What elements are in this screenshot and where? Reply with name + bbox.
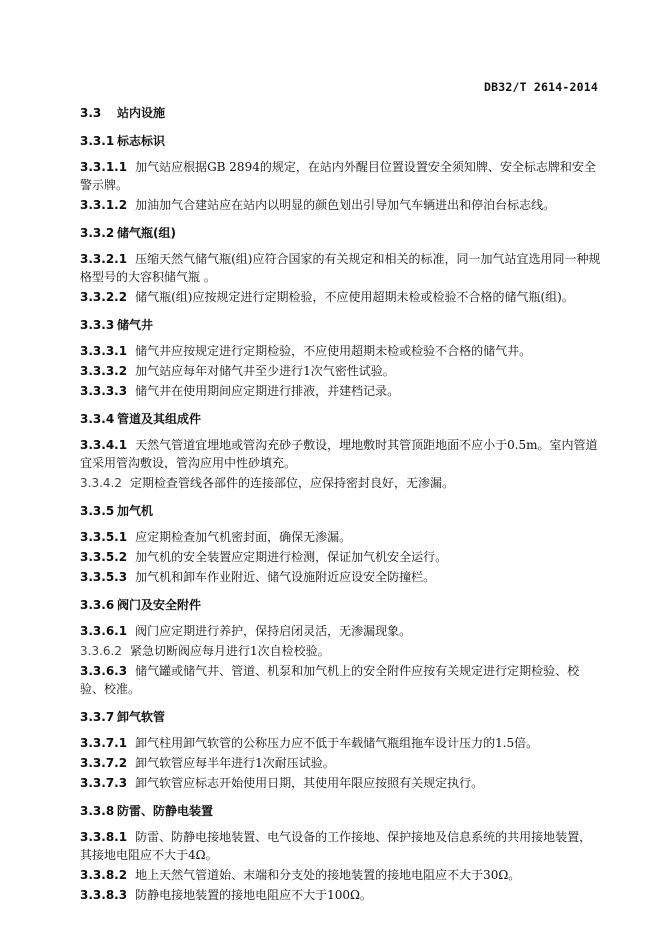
clause-text: 储气井在使用期间应定期进行排液，并建档记录。 bbox=[135, 384, 400, 398]
clause-text: 阀门应定期进行养护，保持启闭灵活，无渗漏现象。 bbox=[135, 624, 412, 638]
clause-text: 紧急切断阀应每月进行1次自检校验。 bbox=[129, 644, 330, 658]
clause-text: 地上天然气管道始、末端和分支处的接地装置的接地电阻应不大于30Ω。 bbox=[135, 868, 521, 882]
subsection-heading bbox=[80, 132, 602, 150]
subsection bbox=[80, 708, 602, 792]
clause-number: 3.3.4.2 bbox=[80, 476, 122, 490]
subsection-number: 3.3.5 bbox=[80, 504, 115, 518]
clause bbox=[80, 382, 602, 400]
subsection-heading bbox=[80, 410, 602, 428]
subsection-heading bbox=[80, 224, 602, 242]
clause bbox=[80, 866, 602, 884]
subsection bbox=[80, 316, 602, 400]
clause-text: 储气罐或储气井、管道、机泵和加气机上的安全附件应按有关规定进行定期检验、校验、校准。 bbox=[80, 664, 580, 696]
clause bbox=[80, 642, 602, 660]
clause-number: 3.3.7.2 bbox=[80, 756, 128, 770]
clause-text: 防静电接地装置的接地电阻应不大于100Ω。 bbox=[135, 888, 372, 902]
clause-number: 3.3.2.1 bbox=[80, 252, 128, 266]
clause bbox=[80, 662, 602, 698]
subsection bbox=[80, 410, 602, 492]
section-heading bbox=[80, 104, 602, 122]
clause bbox=[80, 342, 602, 360]
subsection-number: 3.3.1 bbox=[80, 134, 115, 148]
clause-number: 3.3.3.3 bbox=[80, 384, 128, 398]
clause-text: 防雷、防静电接地装置、电气设备的工作接地、保护接地及信息系统的共用接地装置，其接地电阻应不大于4Ω。 bbox=[80, 830, 592, 862]
clause bbox=[80, 774, 602, 792]
clause-text: 压缩天然气储气瓶(组)应符合国家的有关规定和相关的标准，同一加气站宜选用同一种规格型号的大容积储气瓶 。 bbox=[80, 252, 601, 284]
subsection-number: 3.3.6 bbox=[80, 598, 115, 612]
subsection-title: 标志标识 bbox=[117, 134, 166, 148]
clause-number: 3.3.7.3 bbox=[80, 776, 128, 790]
clause-text: 加气站应根据GB 2894的规定，在站内外醒目位置设置安全须知牌、安全标志牌和安全警示牌。 bbox=[80, 160, 596, 192]
clause-number: 3.3.3.1 bbox=[80, 344, 128, 358]
clause-text: 储气井应按规定进行定期检验，不应使用超期未检或检验不合格的储气井。 bbox=[135, 344, 532, 358]
subsection-title: 管道及其组成件 bbox=[117, 412, 202, 426]
clause bbox=[80, 436, 602, 472]
clause-number: 3.3.3.2 bbox=[80, 364, 128, 378]
clause bbox=[80, 886, 602, 904]
clause-text: 应定期检查加气机密封面，确保无渗漏。 bbox=[135, 530, 352, 544]
clause-text: 加气站应每年对储气井至少进行1次气密性试验。 bbox=[135, 364, 395, 378]
subsection-number: 3.3.4 bbox=[80, 412, 115, 426]
subsection-title: 阀门及安全附件 bbox=[117, 598, 202, 612]
subsection-heading bbox=[80, 802, 602, 820]
clause-text: 卸气软管应标志开始使用日期，其使用年限应按照有关规定执行。 bbox=[135, 776, 484, 790]
clause bbox=[80, 828, 602, 864]
clause-number: 3.3.4.1 bbox=[80, 438, 128, 452]
clause-text: 定期检查管线各部件的连接部位，应保持密封良好，无渗漏。 bbox=[129, 476, 454, 490]
subsection-title: 防雷、防静电装置 bbox=[117, 804, 214, 818]
subsection bbox=[80, 502, 602, 586]
clause-text: 天然气管道宜埋地或管沟充砂子敷设，埋地敷时其管顶距地面不应小于0.5m。室内管道宜采用管沟敷设，管沟应用中性砂填充。 bbox=[80, 438, 598, 470]
subsection-number: 3.3.2 bbox=[80, 226, 115, 240]
clause-number: 3.3.5.3 bbox=[80, 570, 128, 584]
subsection bbox=[80, 802, 602, 904]
subsection-number: 3.3.7 bbox=[80, 710, 115, 724]
section-title: 站内设施 bbox=[117, 106, 166, 120]
clause-number: 3.3.5.1 bbox=[80, 530, 128, 544]
clause-number: 3.3.7.1 bbox=[80, 736, 128, 750]
clause-number: 3.3.6.1 bbox=[80, 624, 128, 638]
clause-text: 卸气软管应每半年进行1次耐压试验。 bbox=[135, 756, 335, 770]
clause bbox=[80, 158, 602, 194]
subsection-heading bbox=[80, 316, 602, 334]
subsection bbox=[80, 224, 602, 306]
subsection bbox=[80, 132, 602, 214]
clause bbox=[80, 734, 602, 752]
clause bbox=[80, 250, 602, 286]
clause bbox=[80, 622, 602, 640]
subsection-heading bbox=[80, 708, 602, 726]
subsection-number: 3.3.8 bbox=[80, 804, 115, 818]
subsection-number: 3.3.3 bbox=[80, 318, 115, 332]
subsection-title: 储气瓶(组) bbox=[117, 226, 176, 240]
clause bbox=[80, 528, 602, 546]
section-number: 3.3 bbox=[80, 106, 102, 120]
subsection-title: 加气机 bbox=[117, 504, 154, 518]
clause-number: 3.3.8.1 bbox=[80, 830, 128, 844]
clause-number: 3.3.6.3 bbox=[80, 664, 128, 678]
subsection-heading bbox=[80, 502, 602, 520]
subsection-title: 卸气软管 bbox=[117, 710, 166, 724]
clause bbox=[80, 362, 602, 380]
clause bbox=[80, 754, 602, 772]
subsection-heading bbox=[80, 596, 602, 614]
clause-text: 加气机和卸车作业附近、储气设施附近应设安全防撞栏。 bbox=[135, 570, 436, 584]
clause-number: 3.3.6.2 bbox=[80, 644, 122, 658]
document-code: DB32/T 2614-2014 bbox=[484, 80, 598, 94]
clause bbox=[80, 474, 602, 492]
clause bbox=[80, 548, 602, 566]
clause-number: 3.3.2.2 bbox=[80, 290, 128, 304]
clause-number: 3.3.8.2 bbox=[80, 868, 128, 882]
clause bbox=[80, 568, 602, 586]
clause-number: 3.3.1.1 bbox=[80, 160, 128, 174]
clause-text: 卸气柱用卸气软管的公称压力应不低于车载储气瓶组拖车设计压力的1.5倍。 bbox=[135, 736, 539, 750]
subsection-list bbox=[80, 132, 602, 904]
subsection-title: 储气井 bbox=[117, 318, 154, 332]
clause-number: 3.3.1.2 bbox=[80, 198, 128, 212]
clause-number: 3.3.8.3 bbox=[80, 888, 128, 902]
clause-text: 储气瓶(组)应按规定进行定期检验，不应使用超期未检或检验不合格的储气瓶(组)。 bbox=[135, 290, 574, 304]
document-body bbox=[80, 104, 602, 914]
clause-number: 3.3.5.2 bbox=[80, 550, 128, 564]
clause-text: 加气机的安全装置应定期进行检测，保证加气机安全运行。 bbox=[135, 550, 448, 564]
clause bbox=[80, 288, 602, 306]
clause bbox=[80, 196, 602, 214]
subsection bbox=[80, 596, 602, 698]
clause-text: 加油加气合建站应在站内以明显的颜色划出引导加气车辆进出和停泊台标志线。 bbox=[135, 198, 556, 212]
